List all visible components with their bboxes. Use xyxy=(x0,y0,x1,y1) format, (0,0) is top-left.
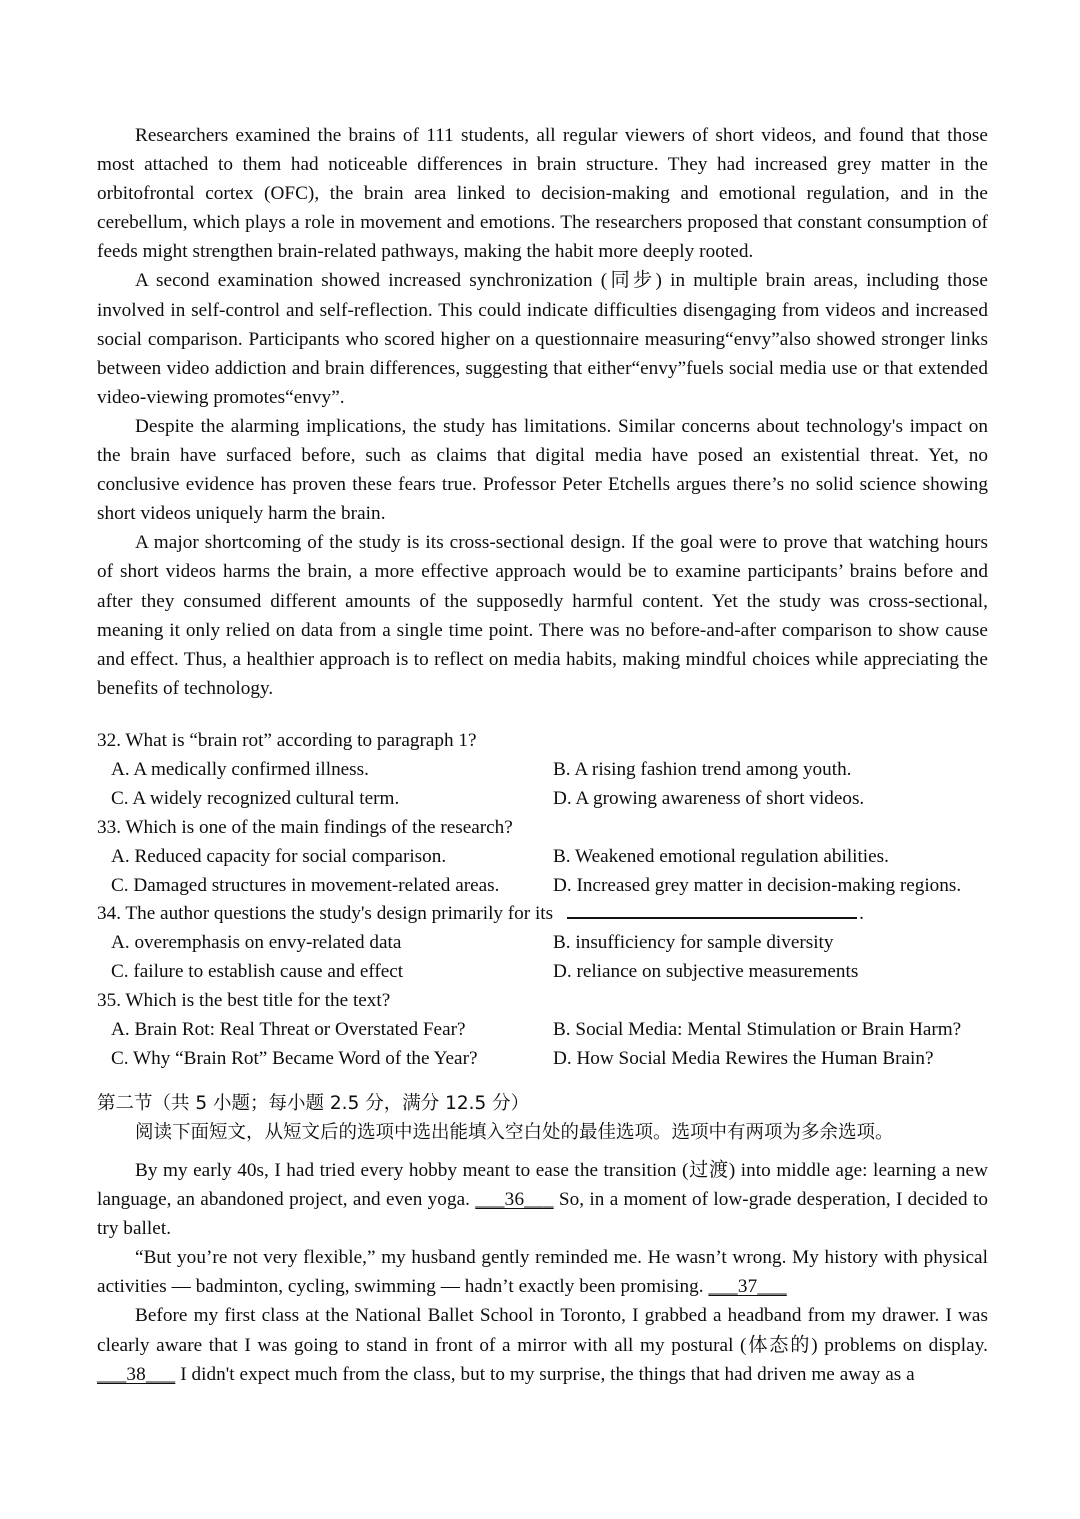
question-stem-34-tail: . xyxy=(859,903,864,925)
cloze-p1-after: So, in a moment of low-grade desperation, I decided to try ballet. xyxy=(97,1189,988,1240)
option-33-a[interactable]: A. Reduced capacity for social comparison. xyxy=(111,845,447,867)
reading-passage xyxy=(97,121,988,703)
option-34-a[interactable]: A. overemphasis on envy-related data xyxy=(111,932,402,954)
question-stem-34 xyxy=(97,900,988,929)
section-two-header xyxy=(97,1089,988,1148)
option-32-d[interactable]: D. A growing awareness of short videos. xyxy=(553,787,865,809)
question-item-35 xyxy=(97,987,988,1074)
question-item-34 xyxy=(97,900,988,987)
option-32-a[interactable]: A. A medically confirmed illness. xyxy=(111,758,369,780)
cloze-paragraph-1 xyxy=(97,1156,988,1243)
question-stem-34-text: 34. The author questions the study's design primarily for its xyxy=(97,903,554,925)
question-item-33 xyxy=(97,814,988,901)
passage-paragraph-4: A major shortcoming of the study is its cross-sectional design. If the goal were to prove that watching hours of short videos harms the brain, a more effective approach would be to examine participants’ brains before and after they consumed different amounts of the supposedly harmful content. Yet the study was cross-sectional, meaning it only relied on data from a single time point. There was no before-and-after comparison to show cause and effect. Thus, a healthier approach is to reflect on media habits, making mindful choices while appreciating the benefits of technology. xyxy=(97,532,988,699)
option-34-c[interactable]: C. failure to establish cause and effect xyxy=(111,961,404,983)
option-33-b[interactable]: B. Weakened emotional regulation abilities. xyxy=(553,845,889,867)
option-row-34-ab xyxy=(97,929,988,958)
option-35-d[interactable]: D. How Social Media Rewires the Human Brain? xyxy=(553,1047,934,1069)
option-35-b[interactable]: B. Social Media: Mental Stimulation or Brain Harm? xyxy=(553,1019,962,1041)
passage-paragraph-1: Researchers examined the brains of 111 students, all regular viewers of short videos, and found that those most attached to them had noticeable differences in brain structure. They had increased grey matter in the orbitofrontal cortex (OFC), the brain area linked to decision-making and emotional regulation, and in the cerebellum, which plays a role in movement and emotions. The researchers proposed that constant consumption of feeds might strengthen brain-related pathways, making the habit more deeply rooted. xyxy=(97,125,988,263)
answer-blank-34[interactable] xyxy=(567,904,857,919)
option-35-a[interactable]: A. Brain Rot: Real Threat or Overstated Fear? xyxy=(111,1019,466,1041)
cloze-p3-before: Before my first class at the National Ballet School in Toronto, I grabbed a headband from my drawer. I was clearly aware that I was going to stand in front of a mirror with all my postural (体态的) problems on display. xyxy=(97,1305,988,1356)
option-row-35-cd xyxy=(97,1045,988,1074)
option-35-c[interactable]: C. Why “Brain Rot” Became Word of the Year? xyxy=(111,1047,478,1069)
section-two-instruction: 阅读下面短文，从短文后的选项中选出能填入空白处的最佳选项。选项中有两项为多余选项。 xyxy=(135,1122,894,1143)
document-page xyxy=(97,0,988,1519)
section-two-heading: 第二节（共 5 小题；每小题 2.5 分，满分 12.5 分） xyxy=(97,1093,530,1114)
option-34-d[interactable]: D. reliance on subjective measurements xyxy=(553,961,859,983)
question-list xyxy=(97,727,988,1074)
cloze-p3-after: I didn't expect much from the class, but to my surprise, the things that had driven me away as a xyxy=(175,1363,915,1385)
option-row-33-cd xyxy=(97,872,988,901)
cloze-paragraph-2 xyxy=(97,1243,988,1301)
option-row-34-cd xyxy=(97,958,988,987)
option-row-35-ab xyxy=(97,1016,988,1045)
cloze-p1-before: By my early 40s, I had tried every hobby meant to ease the transition (过渡) into middle age: learning a new language, an abandoned project, and even yoga. xyxy=(97,1160,988,1211)
question-stem-33: 33. Which is one of the main findings of the research? xyxy=(97,816,513,838)
passage-paragraph-2: A second examination showed increased synchronization (同步) in multiple brain areas, including those involved in self-control and self-reflection. This could indicate difficulties disengaging from videos and increased social comparison. Participants who scored higher on a questionnaire measuring“envy”also showed stronger links between video addiction and brain differences, suggesting that either“envy”fuels social media use or that extended video-viewing promotes“envy”. xyxy=(97,270,988,408)
cloze-blank-38[interactable]: ___38___ xyxy=(97,1363,176,1385)
option-32-c[interactable]: C. A widely recognized cultural term. xyxy=(111,787,400,809)
option-33-d[interactable]: D. Increased grey matter in decision-making regions. xyxy=(553,874,962,896)
option-33-c[interactable]: C. Damaged structures in movement-related areas. xyxy=(111,874,500,896)
option-34-b[interactable]: B. insufficiency for sample diversity xyxy=(553,932,834,954)
question-item-32 xyxy=(97,727,988,814)
question-stem-35: 35. Which is the best title for the text? xyxy=(97,990,391,1012)
cloze-passage xyxy=(97,1156,988,1389)
cloze-paragraph-3 xyxy=(97,1301,988,1388)
option-32-b[interactable]: B. A rising fashion trend among youth. xyxy=(553,758,852,780)
option-row-33-ab xyxy=(97,843,988,872)
cloze-blank-36[interactable]: ___36___ xyxy=(475,1189,554,1211)
question-stem-32: 32. What is “brain rot” according to paragraph 1? xyxy=(97,730,477,751)
option-row-32-cd xyxy=(97,785,988,814)
option-row-32-ab xyxy=(97,756,988,785)
cloze-blank-37[interactable]: ___37___ xyxy=(708,1276,787,1298)
cloze-p2-before: “But you’re not very flexible,” my husband gently reminded me. He wasn’t wrong. My history with physical activities — badminton, cycling, swimming — hadn’t exactly been promising. xyxy=(97,1247,988,1298)
passage-paragraph-3: Despite the alarming implications, the study has limitations. Similar concerns about technology's impact on the brain have surfaced before, such as claims that digital media have posed an existential threat. Yet, no conclusive evidence has proven these fears true. Professor Peter Etchells argues there’s no solid science showing short videos uniquely harm the brain. xyxy=(97,415,988,525)
